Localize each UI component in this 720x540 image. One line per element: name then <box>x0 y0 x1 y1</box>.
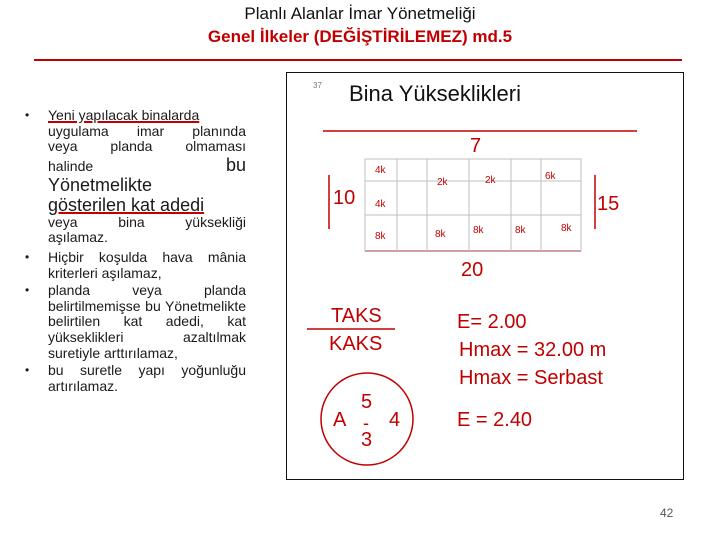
circle-left-value: A <box>333 409 347 431</box>
grid-cell-label: 8k <box>435 229 446 240</box>
item-text-line <box>48 155 246 175</box>
diagram-title: Bina Yükseklikleri <box>349 81 522 106</box>
item-text-line: Yönetmelikte <box>48 174 153 195</box>
grid-cell-label: 8k <box>561 223 572 234</box>
grid-cell-label: 6k <box>545 171 556 182</box>
e-value-2: E = 2.40 <box>457 409 533 431</box>
taks-label: TAKS <box>331 305 382 327</box>
grid-cell-label: 2k <box>437 177 448 188</box>
left-dimension-label: 10 <box>333 187 356 209</box>
top-dimension-label: 7 <box>470 135 482 157</box>
item-text-span: halinde <box>48 157 94 174</box>
item-text: Hiçbir koşulda hava mânia kriterleri aşılamaz, <box>48 248 246 281</box>
item-text-line: veya planda olmaması <box>48 138 246 155</box>
diagram-page-ref: 37 <box>313 81 322 90</box>
item-text-span: bu <box>225 154 246 175</box>
list-item <box>20 108 246 246</box>
item-text-line: aşılamaz. <box>48 229 108 246</box>
page-subtitle: Genel İlkeler (DEĞİŞTİRİLEMEZ) md.5 <box>207 27 513 46</box>
grid-cell-label: 4k <box>375 199 386 210</box>
bullet-icon: • <box>25 283 30 298</box>
grid-cell-label: 2k <box>485 175 496 186</box>
right-dimension-label: 15 <box>597 193 620 215</box>
title-rule <box>34 59 682 61</box>
bottom-dimension-label: 20 <box>461 259 484 281</box>
page-number: 42 <box>660 506 674 520</box>
circle-bottom-value: 3 <box>361 429 373 451</box>
bullet-list <box>20 108 246 394</box>
list-item <box>20 250 246 281</box>
item-text-line: gösterilen kat adedi <box>48 194 205 215</box>
grid-cell-label: 4k <box>375 165 386 176</box>
e-value: E= 2.00 <box>457 311 527 333</box>
item-text-line: Yeni yapılacak binalarda <box>48 107 200 123</box>
page-title: Planlı Alanlar İmar Yönetmeliği <box>244 4 476 23</box>
grid-cell-label: 8k <box>515 225 526 236</box>
building-heights-diagram <box>286 72 684 480</box>
grid-cell-label: 8k <box>473 225 484 236</box>
item-text: bu suretle yapı yoğunluğu artırılamaz. <box>48 362 246 394</box>
hmax-free: Hmax = Serbast <box>459 367 603 389</box>
bullet-icon: • <box>25 363 30 378</box>
circle-dash: - <box>363 413 369 433</box>
item-text-line: veya bina yüksekliği <box>48 213 246 230</box>
list-item <box>20 363 246 394</box>
circle-top-value: 5 <box>361 391 373 413</box>
bullet-icon: • <box>25 108 30 122</box>
item-text: planda veya planda belirtilmemişse bu Yönetmelikte belirtilen kat adedi, kat yükseklikleri azaltılmak suretiyle arttırılamaz, <box>48 282 246 361</box>
item-text-line: uygulama imar planında <box>48 122 246 139</box>
grid-cell-label: 8k <box>375 231 386 242</box>
list-item <box>20 283 246 361</box>
kaks-label: KAKS <box>329 333 383 355</box>
bullet-icon: • <box>25 249 30 264</box>
hmax-value: Hmax = 32.00 m <box>459 339 607 361</box>
circle-right-value: 4 <box>389 409 401 431</box>
